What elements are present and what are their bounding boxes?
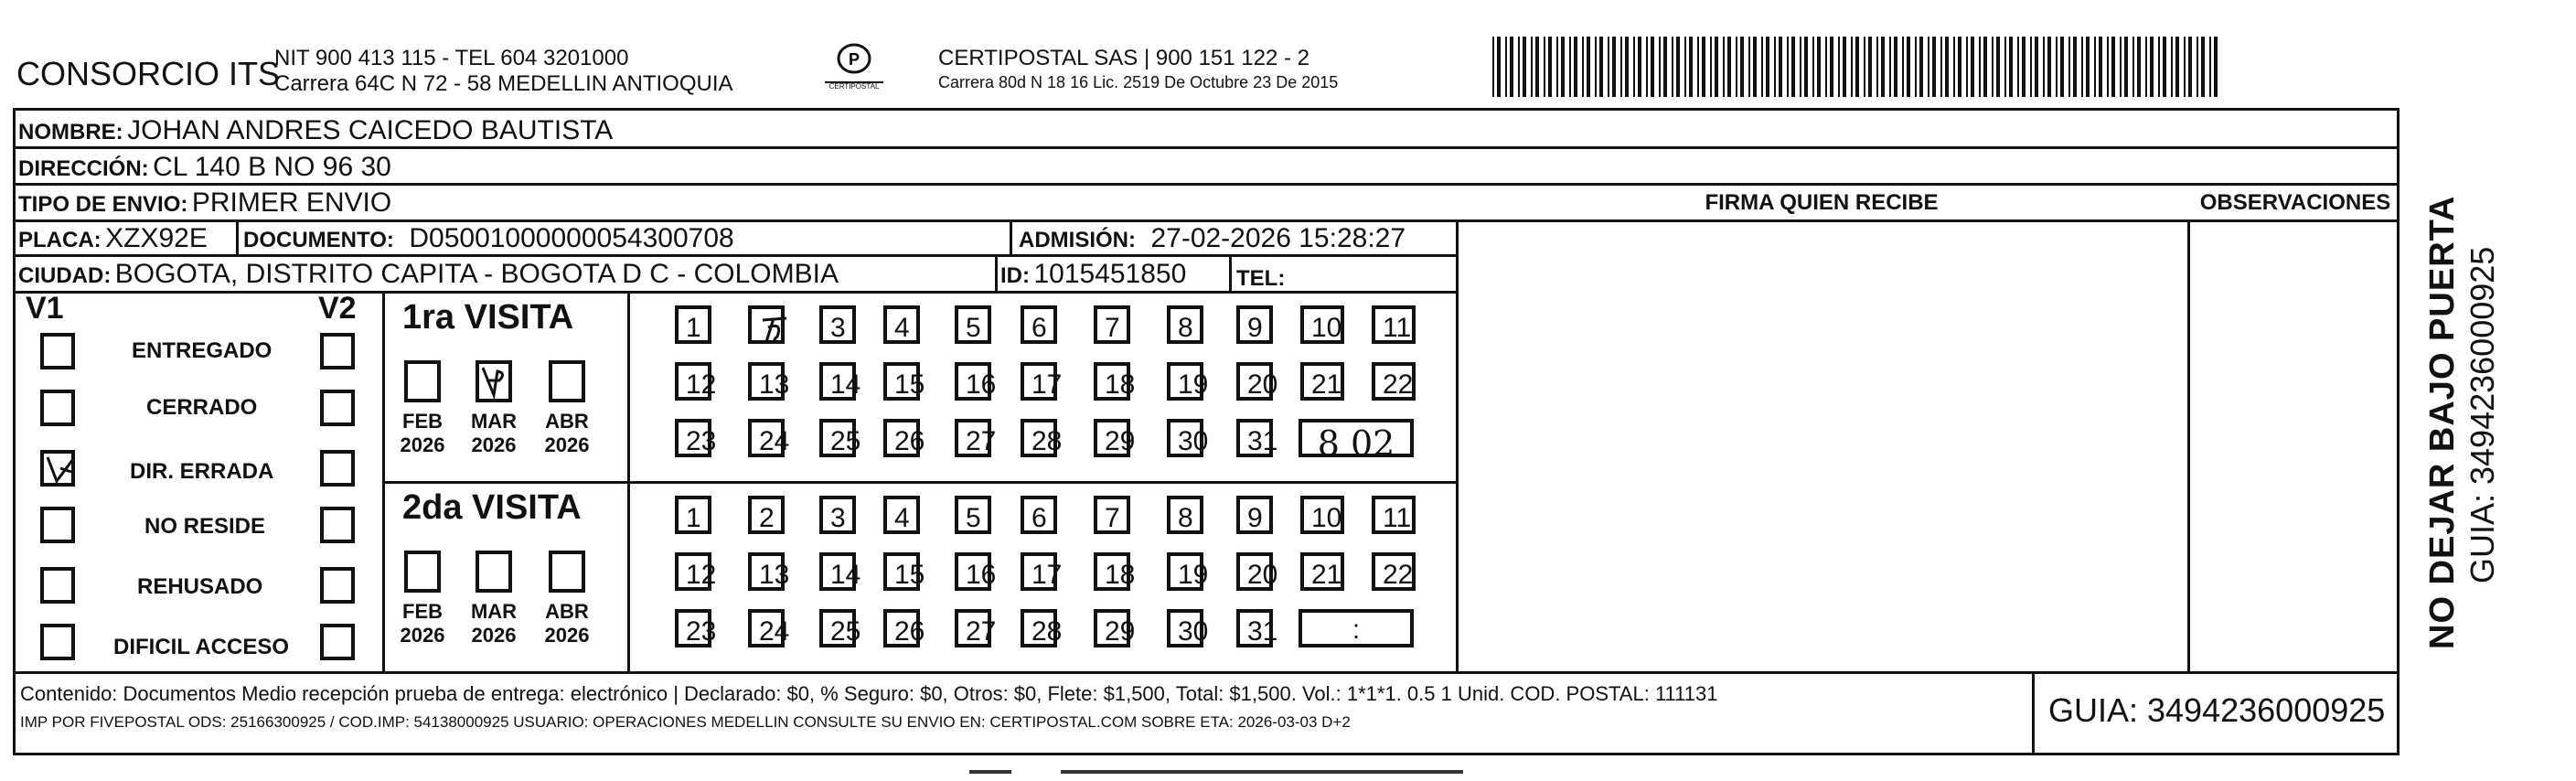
visit-title: 2da VISITA [402, 488, 582, 527]
day-box[interactable]: 12 [675, 362, 711, 401]
day-box[interactable]: 6 [1021, 496, 1057, 534]
day-box[interactable]: 25 [819, 419, 856, 457]
day-box[interactable]: 9 [1236, 496, 1273, 534]
day-box[interactable]: 21 [1300, 552, 1344, 591]
firma-header: FIRMA QUIEN RECIBE [1705, 190, 1939, 215]
day-box[interactable]: 2 [748, 496, 785, 534]
day-box[interactable]: 17 [1021, 552, 1057, 591]
visit-title: 1ra VISITA [402, 298, 574, 337]
placa-value: XZX92E [105, 223, 208, 253]
v1-header: V1 [26, 291, 64, 326]
day-box[interactable]: 28 [1021, 609, 1057, 647]
firma-area[interactable] [1459, 223, 2186, 669]
footer-guia: GUIA: 3494236000925 [2048, 691, 2386, 729]
ciudad-label: CIUDAD: [18, 263, 112, 288]
documento-row [243, 223, 734, 254]
day-box[interactable]: 15 [883, 362, 920, 401]
v2-checkbox-dir-errada[interactable] [320, 450, 355, 487]
status-label: DIFICIL ACCESO [113, 635, 290, 659]
v1-checkbox-entregado[interactable] [40, 333, 75, 369]
day-box[interactable]: 8 [1167, 496, 1203, 534]
time-box[interactable]: : [1299, 609, 1414, 647]
carrier-address: Carrera 80d N 18 16 Lic. 2519 De Octubre 23 De 2015 [938, 73, 1339, 91]
month-checkbox[interactable] [476, 360, 512, 402]
day-box[interactable]: 11 [1372, 305, 1416, 344]
time-box[interactable]: 8 02 [1299, 419, 1414, 457]
v2-checkbox-cerrado[interactable] [320, 390, 355, 426]
direccion-label: DIRECCIÓN: [18, 156, 149, 181]
nombre-row [18, 115, 613, 146]
day-box[interactable]: 18 [1094, 552, 1130, 591]
day-box[interactable]: 3 [819, 305, 856, 344]
side-guia: GUIA: 3494236000925 [2464, 246, 2501, 583]
day-box[interactable]: 10 [1300, 305, 1344, 344]
v2-checkbox-dificil-acceso[interactable] [320, 624, 355, 660]
handwritten-check-icon [44, 454, 77, 487]
day-box[interactable]: 5 [955, 305, 991, 344]
tipo-envio-row [18, 187, 391, 219]
tel-label: TEL: [1236, 266, 1286, 291]
tipo-envio-value: PRIMER ENVIO [191, 187, 392, 218]
day-box[interactable]: 5 [955, 496, 991, 534]
day-box[interactable]: 22 [1372, 362, 1416, 401]
status-label: REHUSADO [137, 574, 263, 599]
day-box[interactable]: 7 [1094, 305, 1130, 344]
day-box[interactable]: 23 [675, 419, 711, 457]
day-box[interactable]: 16 [955, 552, 991, 591]
nombre-value: JOHAN ANDRES CAICEDO BAUTISTA [127, 115, 614, 145]
day-box[interactable]: 18 [1094, 362, 1130, 401]
month-label: FEB 2026 [400, 600, 445, 647]
nombre-label: NOMBRE: [18, 120, 123, 144]
documento-value: D05001000000054300708 [409, 223, 734, 253]
v2-checkbox-entregado[interactable] [320, 333, 355, 369]
company-nit: NIT 900 413 115 - TEL 604 3201000 [274, 46, 629, 70]
v2-header: V2 [318, 291, 357, 326]
day-box[interactable]: 22 [1372, 552, 1416, 591]
certipostal-logo [818, 42, 891, 97]
day-box[interactable]: 26 [883, 609, 920, 647]
status-label: CERRADO [146, 395, 258, 420]
day-box[interactable]: 26 [883, 419, 920, 457]
direccion-row [18, 152, 391, 183]
day-box[interactable]: 29 [1094, 609, 1130, 647]
id-value: 1015451850 [1033, 259, 1187, 289]
v2-checkbox-no-reside[interactable] [320, 507, 355, 543]
day-box[interactable]: 24 [748, 609, 785, 647]
day-box[interactable]: 21 [1300, 362, 1344, 401]
id-row [1000, 259, 1186, 290]
v1-checkbox-dificil-acceso[interactable] [40, 624, 75, 660]
logo-text: CERTIPOSTAL [828, 82, 880, 91]
month-checkbox[interactable] [476, 551, 512, 593]
observaciones-header: OBSERVACIONES [2199, 190, 2391, 215]
day-box[interactable]: 14 [819, 552, 856, 591]
v1-checkbox-no-reside[interactable] [40, 507, 75, 543]
handwritten-mark-icon [759, 315, 790, 346]
company-address: Carrera 64C N 72 - 58 MEDELLIN ANTIOQUIA [274, 71, 733, 96]
v1-checkbox-rehusado[interactable] [40, 567, 75, 604]
day-box[interactable]: 29 [1094, 419, 1130, 457]
month-label: MAR 2026 [470, 410, 518, 456]
day-box[interactable]: 9 [1236, 305, 1273, 344]
day-box[interactable]: 1 [675, 305, 711, 344]
day-box[interactable]: 20 [1236, 552, 1273, 591]
day-box[interactable]: 23 [675, 609, 711, 647]
v2-checkbox-rehusado[interactable] [320, 567, 355, 604]
barcode-icon [1492, 37, 2224, 97]
tipo-envio-label: TIPO DE ENVIO: [18, 192, 188, 217]
v1-checkbox-cerrado[interactable] [40, 390, 75, 426]
day-box[interactable]: 7 [1094, 496, 1130, 534]
day-box[interactable]: 19 [1167, 362, 1203, 401]
day-box[interactable]: 17 [1021, 362, 1057, 401]
day-box[interactable]: 25 [819, 609, 856, 647]
id-label: ID: [1000, 263, 1030, 288]
company-name: CONSORCIO ITS [16, 55, 281, 92]
day-box[interactable]: 30 [1167, 419, 1203, 457]
ciudad-row [18, 259, 839, 290]
day-box[interactable]: 6 [1021, 305, 1057, 344]
day-box[interactable]: 11 [1372, 496, 1416, 534]
documento-label: DOCUMENTO: [243, 228, 394, 252]
footer-content-line: Contenido: Documentos Medio recepción prueba de entrega: electrónico | Declarado: $0, % Seguro: $0, Otros: $0, Flete: $1,500, Total: $1,500. Vol.: 1*1*1. 0.5 1 Unid. COD. POSTAL: 111131 [20, 682, 1718, 705]
month-label: MAR 2026 [470, 600, 518, 647]
admision-value: 27-02-2026 15:28:27 [1150, 223, 1406, 253]
day-box[interactable]: 3 [819, 496, 856, 534]
month-checkbox[interactable] [549, 551, 585, 593]
day-box[interactable]: 31 [1236, 419, 1273, 457]
direccion-value: CL 140 B NO 96 30 [153, 152, 391, 182]
month-label: ABR 2026 [544, 600, 590, 647]
month-label: ABR 2026 [544, 410, 590, 456]
v1-checkbox-dir-errada[interactable] [40, 450, 75, 487]
status-label: NO RESIDE [144, 514, 266, 539]
day-box[interactable]: 10 [1300, 496, 1344, 534]
month-checkbox[interactable] [549, 360, 585, 402]
day-box[interactable]: 1 [675, 496, 711, 534]
day-box[interactable] [748, 305, 785, 344]
day-box[interactable]: 31 [1236, 609, 1273, 647]
day-box[interactable]: 27 [955, 609, 991, 647]
status-label: DIR. ERRADA [130, 459, 274, 484]
day-box[interactable]: 13 [748, 362, 785, 401]
day-box[interactable]: 19 [1167, 552, 1203, 591]
day-box[interactable]: 16 [955, 362, 991, 401]
day-box[interactable]: 24 [748, 419, 785, 457]
tel-row [1236, 262, 1285, 293]
observaciones-area[interactable] [2191, 223, 2398, 669]
day-box[interactable]: 14 [819, 362, 856, 401]
day-box[interactable]: 8 [1167, 305, 1203, 344]
day-box[interactable]: 4 [883, 496, 920, 534]
day-box[interactable]: 15 [883, 552, 920, 591]
footer-imp-line: IMP POR FIVEPOSTAL ODS: 25166300925 / COD.IMP: 54138000925 USUARIO: OPERACIONES MEDELLIN CONSULTE SU ENVIO EN: CERTIPOSTAL.COM SOBRE ETA: 2026-03-03 D+2 [20, 713, 1351, 731]
day-box[interactable]: 28 [1021, 419, 1057, 457]
day-box[interactable]: 27 [955, 419, 991, 457]
svg-text:P: P [848, 50, 860, 69]
month-checkbox[interactable] [404, 551, 441, 593]
side-warning: NO DEJAR BAJO PUERTA [2423, 195, 2462, 649]
day-box[interactable]: 12 [675, 552, 711, 591]
ciudad-value: BOGOTA, DISTRITO CAPITA - BOGOTA D C - COLOMBIA [114, 259, 839, 289]
placa-row [18, 223, 208, 254]
day-box[interactable]: 20 [1236, 362, 1273, 401]
admision-row [1019, 223, 1406, 254]
handwritten-check-icon [479, 364, 510, 401]
carrier-name: CERTIPOSTAL SAS | 900 151 122 - 2 [938, 46, 1309, 70]
month-checkbox[interactable] [404, 360, 441, 402]
admision-label: ADMISIÓN: [1019, 228, 1136, 252]
status-label: ENTREGADO [132, 338, 273, 363]
day-box[interactable]: 13 [748, 552, 785, 591]
month-label: FEB 2026 [400, 410, 445, 456]
day-box[interactable]: 30 [1167, 609, 1203, 647]
placa-label: PLACA: [18, 228, 102, 252]
day-box[interactable]: 4 [883, 305, 920, 344]
